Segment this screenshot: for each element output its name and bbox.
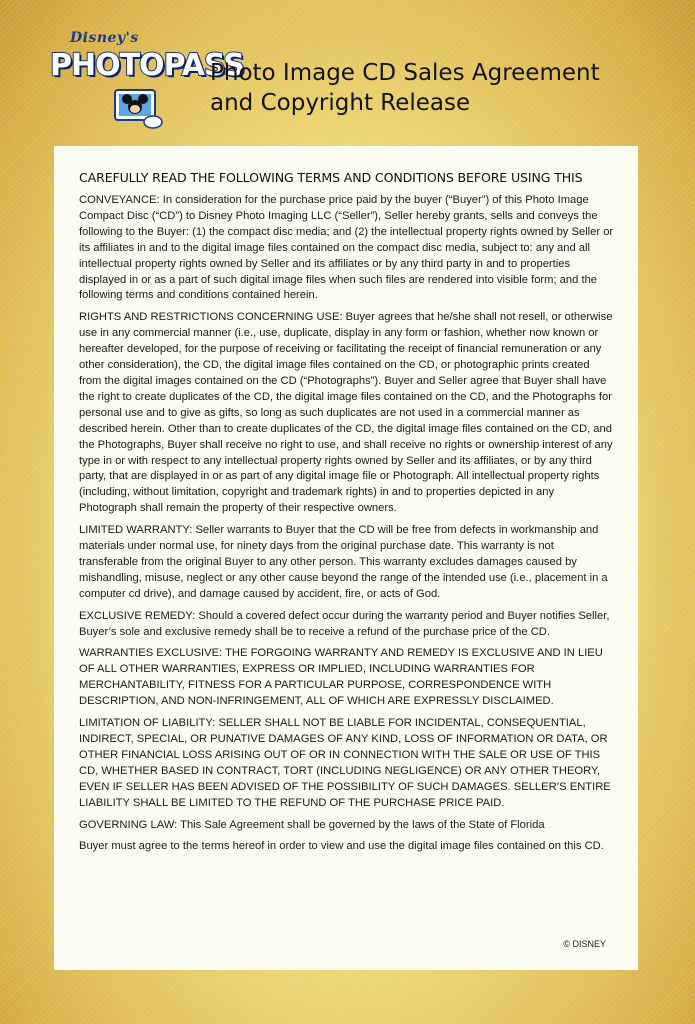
logo-brand-top: Disney's xyxy=(70,30,139,46)
agreement-panel xyxy=(54,146,638,970)
page-title-line-2: and Copyright Release xyxy=(210,90,471,116)
page-title-line-1: Photo Image CD Sales Agreement xyxy=(210,60,600,86)
agreement-notice-paragraph: Buyer must agree to the terms hereof in order to view and use the digital image files contained on this CD. xyxy=(79,840,604,853)
exclusive-remedy-paragraph: EXCLUSIVE REMEDY: Should a covered defect occur during the warranty period and Buyer notifies Seller, Buyer’s sole and exclusive remedy shall be to receive a refund of the purchase price of the CD. xyxy=(79,609,610,638)
agreement-heading: CAREFULLY READ THE FOLLOWING TERMS AND CONDITIONS BEFORE USING THIS xyxy=(79,170,583,185)
governing-law-paragraph: GOVERNING LAW: This Sale Agreement shall be governed by the laws of the State of Florida xyxy=(79,818,545,831)
copyright-notice: © DISNEY xyxy=(563,939,606,949)
warranties-exclusive-paragraph: WARRANTIES EXCLUSIVE: THE FORGOING WARRANTY AND REMEDY IS EXCLUSIVE AND IN LIEU OF ALL OTHER WARRANTIES, EXPRESS OR IMPLIED, INCLUDING WARRANTIES FOR MERCHANTABILITY, FITNESS FOR A PARTICULAR PURPOSE, CORRESPONDENCE WITH DESCRIPTION, AND NON-INFRINGEMENT, ALL OF WHICH ARE EXPRESSLY DISCLAIMED. xyxy=(79,647,603,708)
rights-restrictions-paragraph: RIGHTS AND RESTRICTIONS CONCERNING USE: Buyer agrees that he/she shall not resell, or otherwise use in any commercial manner (i.e., use, duplicate, display in any form or fashion, whether now known or hereafter developed, for the purpose of receiving or facilitating the receipt of financial remuneration or any other consideration), the CD, the digital image files contained on the CD, or photographic prints created from the digital images contained on the CD (“Photographs”). Buyer and Seller agree that Buyer shall have the right to create duplicates of the CD, the digital image files contained on the CD, and the Photographs for personal use and to give as gifts, so long as such duplicates are not used in a commercial manner as described herein. Other than to create duplicates of the CD, the digital image files contained on the CD, and the Photographs, Buyer shall receive no right to use, and shall receive no rights or ownership interest of any type in or with respect to any intellectual property rights owned by Seller and its affiliates, or by any third party, that are displayed in or as part of any digital image file or Photograph. All intellectual property rights (including, without limitation, copyright and trademark rights) in and to properties depicted in any Photograph shall remain the property of their respective owners. xyxy=(79,311,613,515)
photopass-logo xyxy=(50,30,244,130)
logo-wordmark: PHOTOPASS xyxy=(50,48,244,83)
limited-warranty-paragraph: LIMITED WARRANTY: Seller warrants to Buyer that the CD will be free from defects in workmanship and materials under normal use, for ninety days from the original purchase date. This warranty is not transferable from the original Buyer to any other person. This warranty excludes damages caused by mishandling, misuse, neglect or any other cause beyond the range of the intended use (i.e., placement in a computer cd drive), and damage caused by accident, fire, or acts of God. xyxy=(79,524,608,600)
limitation-of-liability-paragraph: LIMITATION OF LIABILITY: SELLER SHALL NOT BE LIABLE FOR INCIDENTAL, CONSEQUENTIAL, INDIRECT, SPECIAL, OR PUNATIVE DAMAGES OF ANY KIND, LOSS OF INFORMATION OR DATA, OR OTHER FINANCIAL LOSS ARISING OUT OF OR IN CONNECTION WITH THE SALE OR USE OF THIS CD, WHETHER BASED IN CONTRACT, TORT (INCLUDING NEGLIGENCE) OR ANY OTHER THEORY, EVEN IF SELLER HAS BEEN ADVISED OF THE POSSIBILITY OF SUCH DAMAGES. SELLER’S ENTIRE LIABILITY SHALL BE LIMITED TO THE REFUND OF THE PURCHASE PRICE PAID. xyxy=(79,717,611,809)
mickey-icon xyxy=(105,88,165,130)
page-title xyxy=(210,58,680,118)
conveyance-paragraph: CONVEYANCE: In consideration for the purchase price paid by the buyer (“Buyer”) of this Photo Image Compact Disc (“CD”) to Disney Photo Imaging LLC (“Seller”), Seller hereby grants, sells and conveys the following to the Buyer: (1) the compact disc media; and (2) the intellectual property rights owned by Seller or its affiliates in and to the digital image files contained on the compact disc media, subject to: any and all intellectual property rights owned by Seller and its affiliates or by any third party in and to properties displayed in or as a part of such digital image files when such files are rendered into visible form; and the following terms and conditions contained herein. xyxy=(79,194,614,302)
